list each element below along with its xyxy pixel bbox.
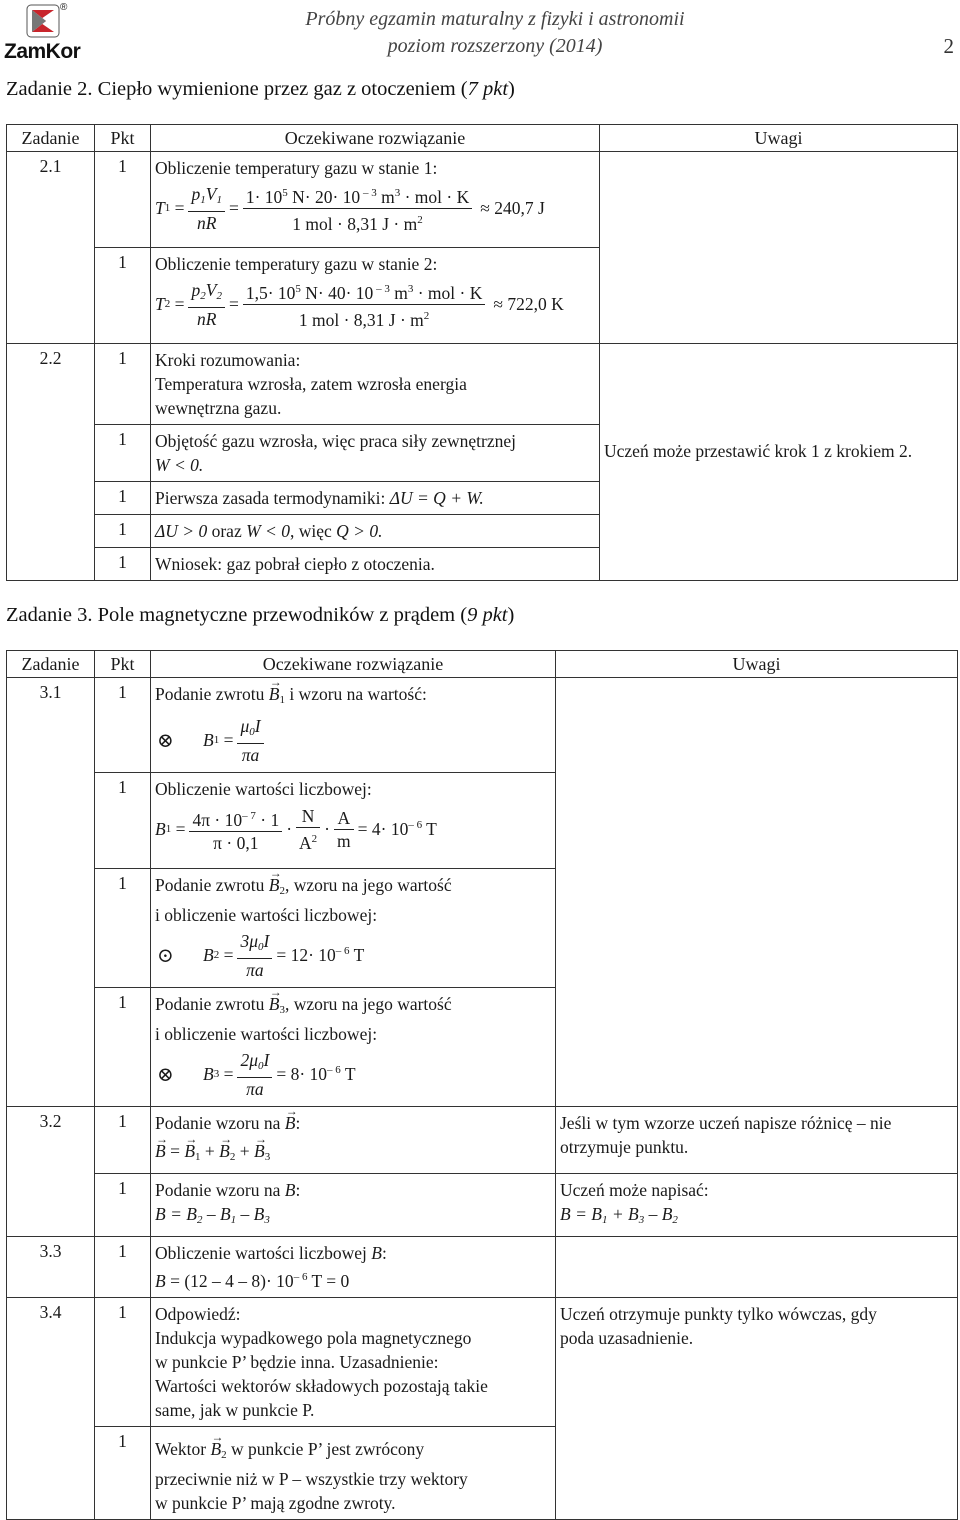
notes bbox=[556, 869, 958, 988]
table-row bbox=[7, 1174, 958, 1237]
col-points: Pkt bbox=[95, 651, 151, 678]
formula-lhs-sub: 2 bbox=[164, 298, 171, 310]
formula-lhs-sub: 1 bbox=[164, 202, 171, 214]
vector-sum-formula: → B = → $B_1$ + → $B_2$ + → $B_3$ bbox=[155, 1139, 551, 1169]
task-number bbox=[7, 1427, 95, 1520]
notes bbox=[556, 678, 958, 773]
registered-mark: ® bbox=[60, 2, 68, 13]
points: 1 bbox=[95, 988, 151, 1107]
formula-result: ≈ 240,7 J bbox=[480, 197, 545, 218]
notes bbox=[556, 773, 958, 869]
fraction: $\frac{p_2V_2}{nR}$ bbox=[188, 279, 224, 330]
solution: Odpowiedź: Indukcja wypadkowego pola magnetycznego w punkcie P’ będzie inna. Uzasadnienie: Wartości wektorów składowych pozostają takie same, jak w punkcie P. bbox=[151, 1298, 556, 1427]
col-task: Zadanie bbox=[7, 651, 95, 678]
notes bbox=[556, 1237, 958, 1298]
vector-b: → B bbox=[285, 1111, 296, 1135]
formula: ΔU > 0 bbox=[155, 521, 208, 541]
vector-b: → B bbox=[269, 992, 280, 1016]
points: 1 bbox=[95, 1298, 151, 1427]
note-text: Jeśli w tym wzorze uczeń napisze różnicę – nie otrzymuje punktu. bbox=[560, 1113, 892, 1157]
exam-title-line1: Próbny egzamin maturalny z fizyki i astronomii bbox=[305, 8, 685, 30]
section3-table bbox=[6, 650, 958, 1520]
zamkor-logo bbox=[4, 2, 84, 66]
notes bbox=[600, 152, 958, 248]
exam-title bbox=[260, 6, 730, 60]
task-number bbox=[7, 248, 95, 344]
section2-table bbox=[6, 124, 958, 581]
points: 1 bbox=[95, 678, 151, 773]
col-solution: Oczekiwane rozwiązanie bbox=[151, 125, 600, 152]
task-number: 3.4 bbox=[7, 1298, 95, 1427]
solution: Podanie zwrotu → $B_1$ i wzoru na wartość: ⊗ B 1 = $\frac{\mu_0I}{\pi a}$ bbox=[151, 678, 556, 773]
solution bbox=[151, 425, 600, 482]
into-page-icon: ⊗ bbox=[157, 1063, 174, 1086]
task-number bbox=[7, 773, 95, 869]
formula-b1: ⊗ B 1 = $\frac{\mu_0I}{\pi a}$ bbox=[155, 712, 551, 768]
points: 1 bbox=[95, 482, 151, 515]
solution-line: Temperatura wzrosła, zatem wzrosła energia bbox=[155, 374, 467, 394]
note-text: Uczeń może przestawić krok 1 z krokiem 2. bbox=[604, 441, 913, 461]
page-header bbox=[0, 0, 960, 68]
points: 1 bbox=[95, 515, 151, 548]
col-notes: Uwagi bbox=[600, 125, 958, 152]
solution-text: Wniosek: gaz pobrał ciepło z otoczenia. bbox=[155, 554, 435, 574]
points: 1 bbox=[95, 152, 151, 248]
table-row bbox=[7, 1298, 958, 1427]
points: 1 bbox=[95, 248, 151, 344]
col-notes: Uwagi bbox=[556, 651, 958, 678]
table-row bbox=[7, 1237, 958, 1298]
logo-text: ZamKor bbox=[4, 40, 81, 63]
solution-line: Objętość gazu wzrosła, więc praca siły zewnętrznej bbox=[155, 431, 517, 451]
vector-b: → B bbox=[269, 682, 280, 706]
formula-b3: ⊗ B 3 = $\frac{2\mu_0I}{\pi a}$ = $8\cdot 10^{- 6}$ T bbox=[157, 1049, 356, 1099]
solution bbox=[151, 248, 600, 344]
fraction: $\frac{4\pi \cdot 10^{- 7} \cdot 1}{\pi \cdot 0,1}$ bbox=[189, 805, 282, 854]
section3-title: Zadanie 3. Pole magnetyczne przewodników z prądem (9 pkt) bbox=[6, 604, 515, 626]
fraction: $\frac{2\mu_0I}{\pi a}$ bbox=[237, 1049, 272, 1100]
table-row bbox=[7, 773, 958, 869]
solution-text: , więc bbox=[289, 521, 337, 541]
note-text: poda uzasadnienie. bbox=[560, 1328, 694, 1348]
vector-b: → B bbox=[210, 1437, 221, 1461]
solution: Wektor → $B_2$ w punkcie P’ jest zwrócony przeciwnie niż w P – wszystkie trzy wektory w punkcie P’ mają zgodne zwroty. bbox=[151, 1427, 556, 1520]
task-number bbox=[7, 515, 95, 548]
solution-line: W < 0. bbox=[155, 455, 204, 475]
points: 1 bbox=[95, 1237, 151, 1298]
col-task: Zadanie bbox=[7, 125, 95, 152]
task-number: 3.2 bbox=[7, 1107, 95, 1174]
formula-t1: T 1 = $\frac{p_1V_1}{nR}$ = $\frac{1\cdot 10^5 N\cdot 20\cdot 10 ^{- 3} m^3 \cdot mol \cdot K}{1 mol \cdot 8,31 J \cdot m^2}$ ≈ 240,7 J bbox=[155, 183, 545, 234]
note-formula: $B = B_1 + B_3 - B_2$ bbox=[560, 1204, 678, 1226]
points: 1 bbox=[95, 548, 151, 581]
solution bbox=[151, 152, 600, 248]
points: 1 bbox=[95, 1174, 151, 1237]
zamkor-logo-icon bbox=[26, 4, 60, 38]
solution: Podanie zwrotu → $B_2$, wzoru na jego wartość i obliczenie wartości liczbowej: ⊙ B 2 = $\frac{3\mu_0I}{\pi a}$ = $12\cdot 10^{- 6}$ T bbox=[151, 869, 556, 988]
out-of-page-icon: ⊙ bbox=[157, 944, 174, 967]
table-header-row bbox=[7, 651, 958, 678]
points: 1 bbox=[95, 1427, 151, 1520]
fraction: $\frac{p_1V_1}{nR}$ bbox=[188, 183, 224, 234]
points: 1 bbox=[95, 1107, 151, 1174]
notes bbox=[600, 344, 958, 581]
vector-b: → B bbox=[269, 873, 280, 897]
notes bbox=[600, 248, 958, 344]
solution: Obliczenie wartości liczbowej B: $B = (12 - 4 - 8)\cdot 10^{- 6}$ T = 0 bbox=[151, 1237, 556, 1298]
task-number: 2.2 bbox=[7, 344, 95, 425]
points: 1 bbox=[95, 425, 151, 482]
solution: Podanie wzoru na B: $B = B_2 - B_1 - B_3$ bbox=[151, 1174, 556, 1237]
section2-title: Zadanie 2. Ciepło wymienione przez gaz z otoczeniem (7 pkt) bbox=[6, 78, 515, 100]
formula-b2: ⊙ B 2 = $\frac{3\mu_0I}{\pi a}$ = $12\cdot 10^{- 6}$ T bbox=[157, 930, 365, 980]
task-number bbox=[7, 548, 95, 581]
formula-t2: T 2 = $\frac{p_2V_2}{nR}$ = $\frac{1,5\cdot 10^5 N\cdot 40\cdot 10 ^{- 3} m^3 \cdot mol \cdot K}{1 mol \cdot 8,31 J \cdot m^2}$ ≈ 722,0 K bbox=[155, 279, 564, 330]
fraction: $\frac{3\mu_0I}{\pi a}$ bbox=[237, 930, 272, 981]
formula-lhs: T bbox=[155, 197, 165, 218]
table-row bbox=[7, 1107, 958, 1174]
points: 1 bbox=[95, 773, 151, 869]
fraction: $\frac{A}{m}$ bbox=[334, 807, 354, 852]
points: 1 bbox=[95, 869, 151, 988]
notes bbox=[556, 988, 958, 1107]
solution-text: Obliczenie temperatury gazu w stanie 2: bbox=[155, 254, 438, 274]
solution-line: Kroki rozumowania: bbox=[155, 350, 301, 370]
note-text: Uczeń otrzymuje punkty tylko wówczas, gdy bbox=[560, 1304, 877, 1324]
table-row bbox=[7, 248, 958, 344]
table-row bbox=[7, 988, 958, 1107]
formula-b1-value: B 1 = $\frac{4\pi \cdot 10^{- 7} \cdot 1}{\pi \cdot 0,1}$ · $\frac{N}{A^2}$ · $\frac{A}{m}$ = $4\cdot 10^{- 6}$ T bbox=[155, 805, 437, 853]
solution: Podanie zwrotu → $B_3$, wzoru na jego wartość i obliczenie wartości liczbowej: ⊗ B 3 = $\frac{2\mu_0I}{\pi a}$ = $8\cdot 10^{- 6}$ T bbox=[151, 988, 556, 1107]
solution: Obliczenie wartości liczbowej: B 1 = $\frac{4\pi \cdot 10^{- 7} \cdot 1}{\pi \cdot 0,1}$ · $\frac{N}{A^2}$ · $\frac{A}{m}$ = $4\cdot 10^{- 6}$ T bbox=[151, 773, 556, 869]
task-number bbox=[7, 482, 95, 515]
into-page-icon: ⊗ bbox=[157, 729, 174, 752]
task-number bbox=[7, 1174, 95, 1237]
task-number bbox=[7, 425, 95, 482]
col-points: Pkt bbox=[95, 125, 151, 152]
solution-line: wewnętrzna gazu. bbox=[155, 398, 282, 418]
note-text: Uczeń może napisać: bbox=[560, 1180, 709, 1200]
fraction-values: $\frac{1,5\cdot 10^5 N\cdot 40\cdot 10 ^{- 3} m^3 \cdot mol \cdot K}{1 mol \cdot 8,31 J \cdot m^2}$ bbox=[243, 278, 486, 331]
fraction: $\frac{\mu_0I}{\pi a}$ bbox=[237, 715, 263, 766]
formula-lhs: T bbox=[155, 293, 165, 314]
solution-text: Obliczenie temperatury gazu w stanie 1: bbox=[155, 158, 438, 178]
points: 1 bbox=[95, 344, 151, 425]
page-number: 2 bbox=[943, 34, 954, 58]
notes bbox=[556, 1298, 958, 1520]
notes bbox=[556, 1174, 958, 1237]
solution: Podanie wzoru na → B: → B = → $B_1$ + → $B_2$ + → $B_3$ bbox=[151, 1107, 556, 1174]
fraction-values: $\frac{1\cdot 10^5 N\cdot 20\cdot 10 ^{- 3} m^3 \cdot mol \cdot K}{1 mol \cdot 8,31 J \cdot m^2}$ bbox=[243, 182, 472, 235]
task-number: 3.1 bbox=[7, 678, 95, 773]
table-header-row bbox=[7, 125, 958, 152]
solution bbox=[151, 548, 600, 581]
col-solution: Oczekiwane rozwiązanie bbox=[151, 651, 556, 678]
table-row bbox=[7, 152, 958, 248]
exam-title-line2: poziom rozszerzony (2014) bbox=[387, 35, 603, 57]
solution-text: oraz bbox=[207, 521, 247, 541]
notes bbox=[556, 1107, 958, 1174]
task-number: 2.1 bbox=[7, 152, 95, 248]
task-number bbox=[7, 988, 95, 1107]
solution bbox=[151, 344, 600, 425]
table-row bbox=[7, 344, 958, 425]
formula: ΔU = Q + W. bbox=[389, 488, 484, 508]
formula: Q > 0. bbox=[336, 521, 383, 541]
task-number bbox=[7, 869, 95, 988]
formula: W < 0 bbox=[246, 521, 290, 541]
task-number: 3.3 bbox=[7, 1237, 95, 1298]
fraction: $\frac{N}{A^2}$ bbox=[296, 805, 320, 854]
table-row bbox=[7, 678, 958, 773]
solution-text: Pierwsza zasada termodynamiki: bbox=[155, 488, 390, 508]
table-row bbox=[7, 869, 958, 988]
solution bbox=[151, 482, 600, 515]
solution bbox=[151, 515, 600, 548]
formula-result: ≈ 722,0 K bbox=[493, 293, 564, 314]
